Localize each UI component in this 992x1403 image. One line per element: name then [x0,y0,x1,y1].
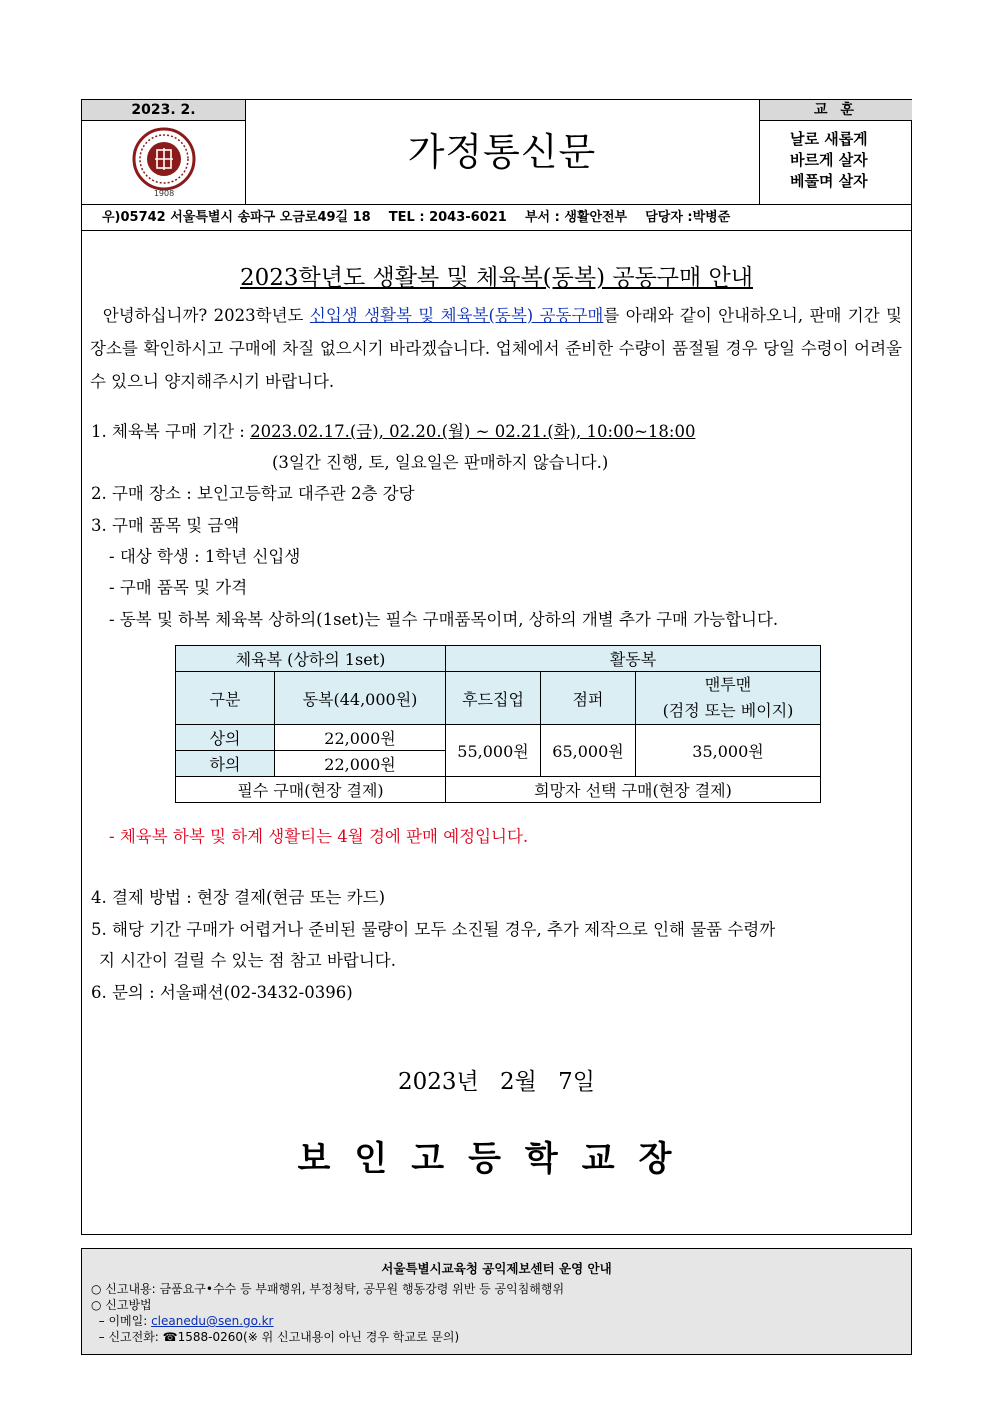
notice-title: 2023학년도 생활복 및 체육복(동복) 공동구매 안내 [240,265,753,291]
table-foot-required: 필수 구매(현장 결제) [176,777,446,803]
footer-report-method: ○ 신고방법 [91,1298,152,1312]
document-type-title: 가정통신문 [407,130,597,174]
motto-text [760,121,912,192]
table-cell-top-price: 22,000원 [275,725,446,751]
purchase-goods: 3. 구매 품목 및 금액 [91,516,240,535]
issue-date: 2023. 2. [82,100,245,121]
signature-principal: 보인고등학교장 [297,1139,696,1179]
purchase-place: 2. 구매 장소 : 보인고등학교 대주관 2층 강당 [91,484,415,503]
footer-report-content: ○ 신고내용: 금품요구•수수 등 부패행위, 부정청탁, 공무원 행동강령 위반 등 공익침해행위 [91,1282,565,1296]
table-cell-bottom-price: 22,000원 [275,751,446,777]
set-note: - 동복 및 하복 체육복 상하의(1set)는 필수 구매품목이며, 상하의 개별 추가 구매 가능합니다. [109,610,779,629]
table-cell-hood-price: 55,000원 [446,725,541,777]
payment-method: 4. 결제 방법 : 현장 결제(현금 또는 카드) [91,888,386,907]
purchase-period-note: (3일간 진행, 토, 일요일은 판매하지 않습니다.) [272,453,609,472]
table-col-hood: 후드집업 [446,672,541,725]
seal-year: 1908 [153,189,175,198]
target-students: - 대상 학생 : 1학년 신입생 [109,547,301,566]
motto-heading: 교 훈 [760,100,912,121]
summer-sale-note: - 체육복 하복 및 하계 생활티는 4월 경에 판매 예정입니다. [109,827,529,846]
table-group-activity: 활동복 [446,646,821,672]
header-left-cell [82,100,246,204]
table-group-pe: 체육복 (상하의 1set) [176,646,446,672]
table-cell-mtm-price: 35,000원 [636,725,821,777]
motto-line: 베풀며 살자 [790,172,868,190]
purchase-period-value: 2023.02.17.(금), 02.20.(월) ~ 02.21.(화), 10:00~18:00 [250,422,696,441]
footer-phone: – 신고전화: ☎1588-0260(※ 위 신고내용이 아닌 경우 학교로 문의) [91,1330,460,1344]
table-foot-optional: 희망자 선택 구매(현장 결제) [446,777,821,803]
letter-body [81,231,912,1235]
contact-info: 6. 문의 : 서울패션(02-3432-0396) [91,983,353,1002]
footer-title: 서울특별시교육청 공익제보센터 운영 안내 [381,1261,612,1276]
table-row-bottom: 하의 [176,751,275,777]
motto-line: 바르게 살자 [790,151,868,169]
purchase-period: 1. 체육복 구매 기간 : 2023.02.17.(금), 02.20.(월) ~ 02.21.(화), 10:00~18:00 [91,422,696,441]
intro-paragraph: 안녕하십니까? 2023학년도 신입생 생활복 및 체육복(동복) 공동구매를 아래와 같이 안내하오니, 판매 기간 및 장소를 확인하시고 구매에 차질 없으시기 바라겠습니다. 업체에서 준비한 수량이 품절될 경우 당일 수령이 어려울 수 있으니 양지해주시기 바랍니다. [90,306,902,391]
signature-date: 2023년 2월 7일 [397,1069,596,1095]
footer-email: – 이메일: cleanedu@sen.go.kr [91,1314,274,1328]
letter-header [81,99,912,205]
address-bar: 우)05742 서울특별시 송파구 오금로49길 18 TEL : 2043-6021 부서 : 생활안전부 담당자 :박병준 [81,205,912,231]
motto-line: 날로 새롭게 [790,130,868,148]
table-col-winter: 동복(44,000원) [275,672,446,725]
table-row-top: 상의 [176,725,275,751]
school-seal-icon [128,126,200,198]
footer-email-link[interactable]: cleanedu@sen.go.kr [151,1314,274,1328]
whistleblower-footer [81,1248,912,1355]
extra-production-note-cont: 지 시간이 걸릴 수 있는 점 참고 바랍니다. [99,951,396,970]
motto-cell [759,100,912,204]
intro-highlight: 신입생 생활복 및 체육복(동복) 공동구매 [309,306,604,325]
table-cell-jumper-price: 65,000원 [541,725,636,777]
extra-production-note: 5. 해당 기간 구매가 어렵거나 준비된 물량이 모두 소진될 경우, 추가 제작으로 인해 물품 수령까 [91,920,776,939]
goods-price: - 구매 품목 및 가격 [109,578,248,597]
table-col-mtm: 맨투맨 (검정 또는 베이지) [636,672,821,725]
table-col-jumper: 점퍼 [541,672,636,725]
table-col-division: 구분 [176,672,275,725]
price-table [175,645,821,803]
